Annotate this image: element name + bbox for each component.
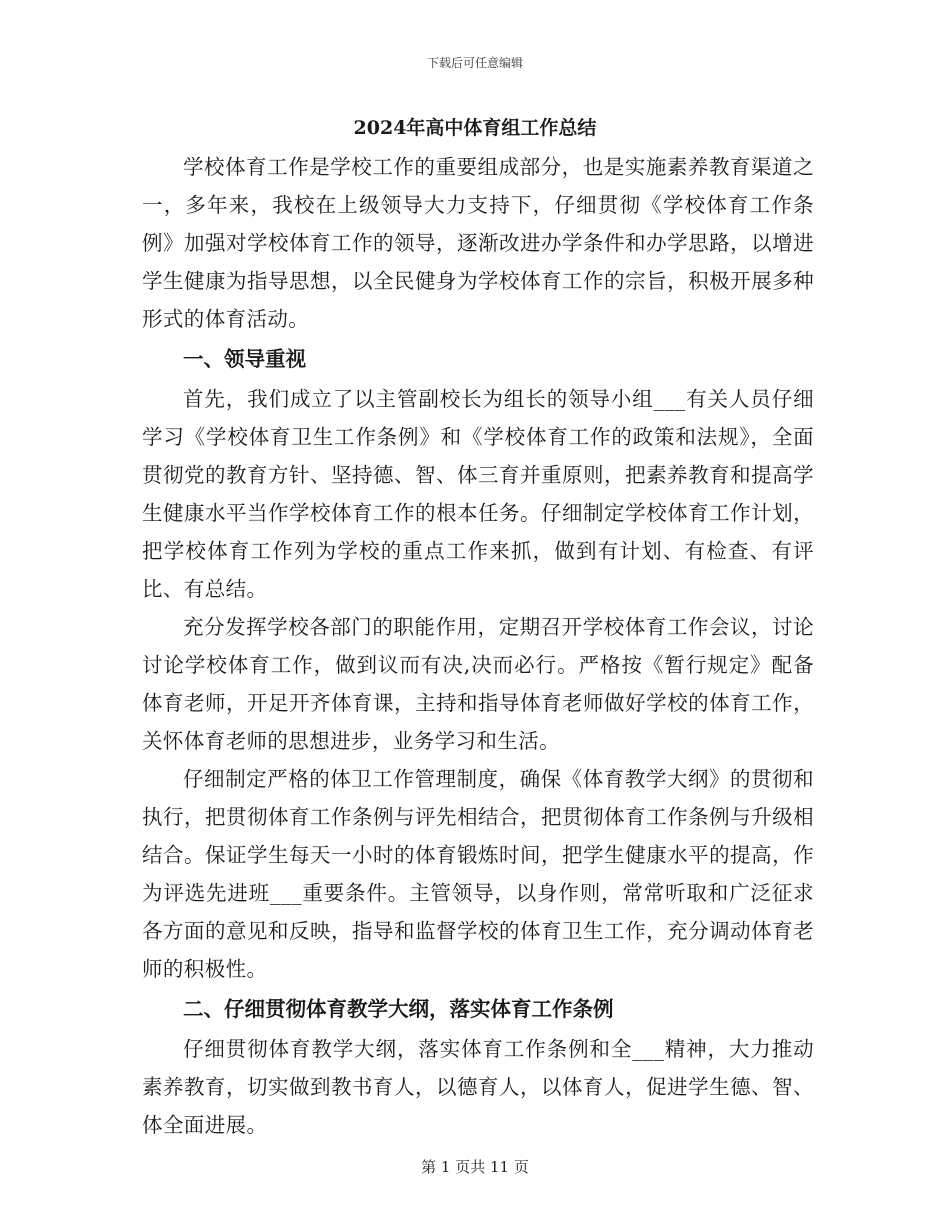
document-title: 2024年高中体育组工作总结: [353, 117, 597, 139]
page-footer: 第 1 页共 11 页: [421, 1158, 529, 1176]
section1-paragraph-1: 首先，我们成立了以主管副校长为组长的领导小组___有关人员仔细学习《学校体育卫生工作条例》和《学校体育工作的政策和法规》，全面贯彻党的教育方针、坚持德、智、体三育并重原则，把素养教育和提高学生健康水平当作学校体育工作的根本任务。仔细制定学校体育工作计划，把学校体育工作列为学校的重点工作来抓，做到有计划、有检查、有评比、有总结。: [142, 387, 814, 601]
section-heading-2: 二、仔细贯彻体育教学大纲，落实体育工作条例: [183, 997, 614, 1021]
section-heading-1: 一、领导重视: [183, 347, 306, 371]
section2-paragraph-1: 仔细贯彻体育教学大纲，落实体育工作条例和全___精神，大力推动素养教育，切实做到教书育人，以德育人，以体育人，促进学生德、智、体全面进展。: [142, 1037, 814, 1137]
intro-paragraph: 学校体育工作是学校工作的重要组成部分，也是实施素养教育渠道之一，多年来，我校在上级领导大力支持下，仔细贯彻《学校体育工作条例》加强对学校体育工作的领导，逐渐改进办学条件和办学思路，以增进学生健康为指导思想，以全民健身为学校体育工作的宗旨，积极开展多种形式的体育活动。: [142, 155, 814, 331]
section1-paragraph-2: 充分发挥学校各部门的职能作用，定期召开学校体育工作会议，讨论讨论学校体育工作，做到议而有决,决而必行。严格按《暂行规定》配备体育老师，开足开齐体育课，主持和指导体育老师做好学校的体育工作，关怀体育老师的思想进步，业务学习和生活。: [142, 615, 814, 753]
document-body: [142, 148, 814, 1144]
section1-paragraph-3: 仔细制定严格的体卫工作管理制度，确保《体育教学大纲》的贯彻和执行，把贯彻体育工作条例与评先相结合，把贯彻体育工作条例与升级相结合。保证学生每天一小时的体育锻炼时间，把学生健康水平的提高，作为评选先进班___重要条件。主管领导，以身作则，常常听取和广泛征求各方面的意见和反映，指导和监督学校的体育卫生工作，充分调动体育老师的积极性。: [142, 767, 814, 981]
page-header: 下载后可任意编辑: [426, 56, 523, 70]
